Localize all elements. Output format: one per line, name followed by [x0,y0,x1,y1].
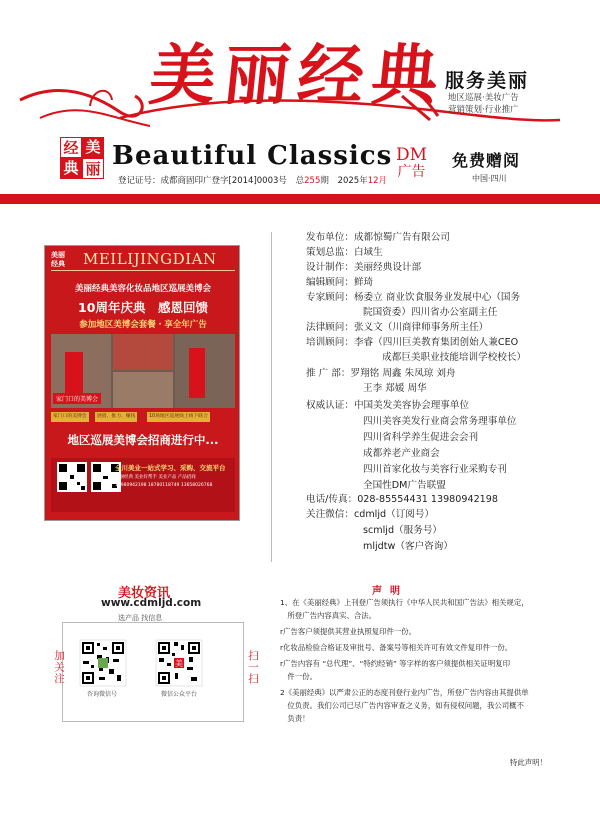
seal-char-3: 典 [60,158,82,179]
issue-suffix: 期 [320,176,329,186]
wechat-consult-qr-code[interactable] [79,639,127,687]
info-label: 推 广 部： [306,368,351,379]
info-row [306,368,456,380]
info-row-continued: 成都养老产业商会 [363,448,440,459]
qr-frame [62,622,244,722]
cover-qr-code-1 [57,462,87,492]
masthead-logo-cn: 美丽经典 [145,36,451,114]
info-value: 鲜琦 [353,277,374,288]
cover-photo-caption: 家门口的美博会 [53,393,101,404]
cover-photo-2 [113,334,173,370]
follow-us-label: 加关注 [53,650,65,685]
service-line-2: 营销策划·行业推广 [448,105,519,115]
service-title: 服务美丽 [445,70,530,92]
dm-ad-label [396,146,427,180]
vertical-divider [271,232,272,562]
info-row [306,262,421,274]
info-value: 张义文（川商律师事务所主任） [353,322,489,333]
info-value: 美丽经典设计部 [353,262,422,273]
cover-pill-3: 10场地区巡展线上线下联合 [147,412,210,422]
wechat-official-qr-code[interactable] [155,639,203,687]
qr-caption-consult: 咨询微信号 [87,691,118,698]
info-row [306,277,373,289]
declaration-line: 所登广告内容真实、合法。 [280,611,377,620]
info-row-continued: 王李 郑媛 周华 [363,383,427,394]
cover-brand-cn-line-2: 经典 [51,260,65,268]
cover-brand-cn [51,251,65,269]
beauty-info-title: 美妆资讯 [118,586,171,601]
info-row-continued: 四川省科学养生促进会会刊 [363,432,479,443]
cover-event-line: 美丽经典美容化妆品地区巡展美博会 [74,284,211,294]
masthead-seal-logo [60,137,106,181]
info-label: 发布单位： [306,232,354,243]
info-value: 白域生 [353,247,383,258]
cover-pill-1: 家门口的美博会 [51,412,89,422]
registration-number: 登记证号：成都商固印广登字[2014]0003号 [118,176,287,186]
qr-caption-official: 微信公众平台 [161,691,198,698]
declaration-line: r广告客户须提供其营业执照复印件一份。 [280,627,417,636]
service-line-1: 地区巡展·美妆广告 [448,93,519,103]
masthead-logo-en: Beautiful Classics [112,141,393,171]
info-row-continued: 四川美容美发行业商会常务理事单位 [363,416,517,427]
info-row-continued: mljdtw（客户咨询） [363,541,453,552]
info-row [306,509,434,521]
cover-brand-cn-line-1: 美丽 [51,251,65,259]
info-row [306,494,498,506]
info-label: 培训顾问： [306,337,354,348]
info-label: 设计制作： [306,262,354,273]
cover-banner-stand [65,352,83,398]
declaration-line: 2《美丽经典》以严肃公正的态度刊登行业内广告，所登广告内容由其提供单 [280,688,529,697]
cover-pill-2: 展销、推力、赚钱 [95,412,137,422]
qr-badge-text: 美 [175,659,183,668]
cover-bottom-title: 全川美业一站式学习、采购、交流平台 [115,464,226,472]
info-value: 李睿（四川巨美教育集团创始人兼CEO [353,337,519,348]
cover-tour-line: 地区巡展美博会招商进行中... [67,433,219,447]
info-value: 罗翔铭 周鑫 朱凤琼 刘舟 [350,368,456,379]
info-row-continued: 全国性DM广告联盟 [363,480,446,491]
info-label: 权威认证： [306,400,354,411]
cover-photo-3 [113,372,173,408]
issue-year: 2025年 [337,176,368,186]
info-row [306,292,520,304]
website-note: 选产品 找信息 [118,614,163,622]
registration-line [118,174,387,186]
info-row [306,322,488,334]
info-row-continued: 四川首家化妆与美容行业采购专刊 [363,464,507,475]
region-label: 中国·四川 [472,174,507,183]
dm-label-line-2: 广告 [397,164,426,180]
info-label: 关注微信： [306,509,354,520]
cover-thumbnail [44,245,240,521]
cover-brand-en: MEILIJINGDIAN [83,250,217,268]
issue-month: 12月 [367,176,388,186]
cover-feature-pills [51,412,235,424]
info-row-continued: scmljd（服务号） [363,525,443,536]
declaration-line: 1、在《美丽经典》上刊登广告须执行《中华人民共和国广告法》相关规定， [280,598,529,607]
declaration-line: 位负责。我们公司已尽广告内容审查之义务，如有侵权问题，我公司概不 [280,701,524,710]
declaration-line: r化妆品检验合格证及审批号、备案号等相关许可有效文件复印件一份。 [280,643,513,652]
info-row-continued: 院国资委）四川省办公室副主任 [363,307,498,318]
cover-bottom-line-1: 美丽经典 美业好帮手 美业产品 产品招商 [115,475,196,480]
declaration-line: 负责！ [280,714,310,723]
seal-char-2: 美 [82,137,104,158]
cover-anniversary: 10周年庆典 感恩回馈 [78,300,208,315]
info-value: 中国美发美容协会理事单位 [353,400,470,411]
issue-label: 总 [295,176,305,186]
info-row-continued: 成都巨美职业技能培训学校校长） [363,352,527,363]
declaration-line: r广告内容有 “总代理”、“特约经销” 等字样的客户须提供相关证明复印 [280,659,510,668]
info-row [306,247,383,259]
cover-banner-stand-2 [189,348,205,398]
info-label: 电话/传真： [306,494,358,505]
masthead-red-bar [0,194,600,204]
seal-char-4: 丽 [82,158,104,179]
dm-label-line-1: DM [396,145,428,165]
cover-offer: 参加地区美博会套餐・享全年广告 [79,320,207,330]
info-row [306,337,518,349]
declaration-closing: 特此声明！ [510,758,547,767]
cover-photo-4 [175,334,235,408]
scan-label: 扫一扫 [247,650,259,685]
declaration-title: 声明 [372,586,408,597]
info-value: 028-85554431 13980942198 [357,494,498,505]
seal-char-1: 经 [60,137,82,158]
info-label: 策划总监： [306,247,354,258]
declaration-line: 件一份。 [280,672,317,681]
website-link[interactable]: www.cdmljd.com [101,597,202,609]
cover-divider [51,270,235,273]
info-value: 成都惊蜀广告有限公司 [353,232,450,243]
cover-bottom-line-2: 13980942198 18780118749 13658026768 [115,483,213,488]
info-label: 法律顾问： [306,322,354,333]
info-label: 专家顾问： [306,292,354,303]
info-row [306,232,450,244]
info-value: 杨委立 商业饮食服务业发展中心（国务 [353,292,521,303]
free-distribution-label: 免费赠阅 [452,151,521,170]
info-row [306,400,469,412]
info-value: cdmljd（订阅号） [353,509,435,520]
issue-number: 255 [304,176,321,186]
info-label: 编辑顾问： [306,277,354,288]
